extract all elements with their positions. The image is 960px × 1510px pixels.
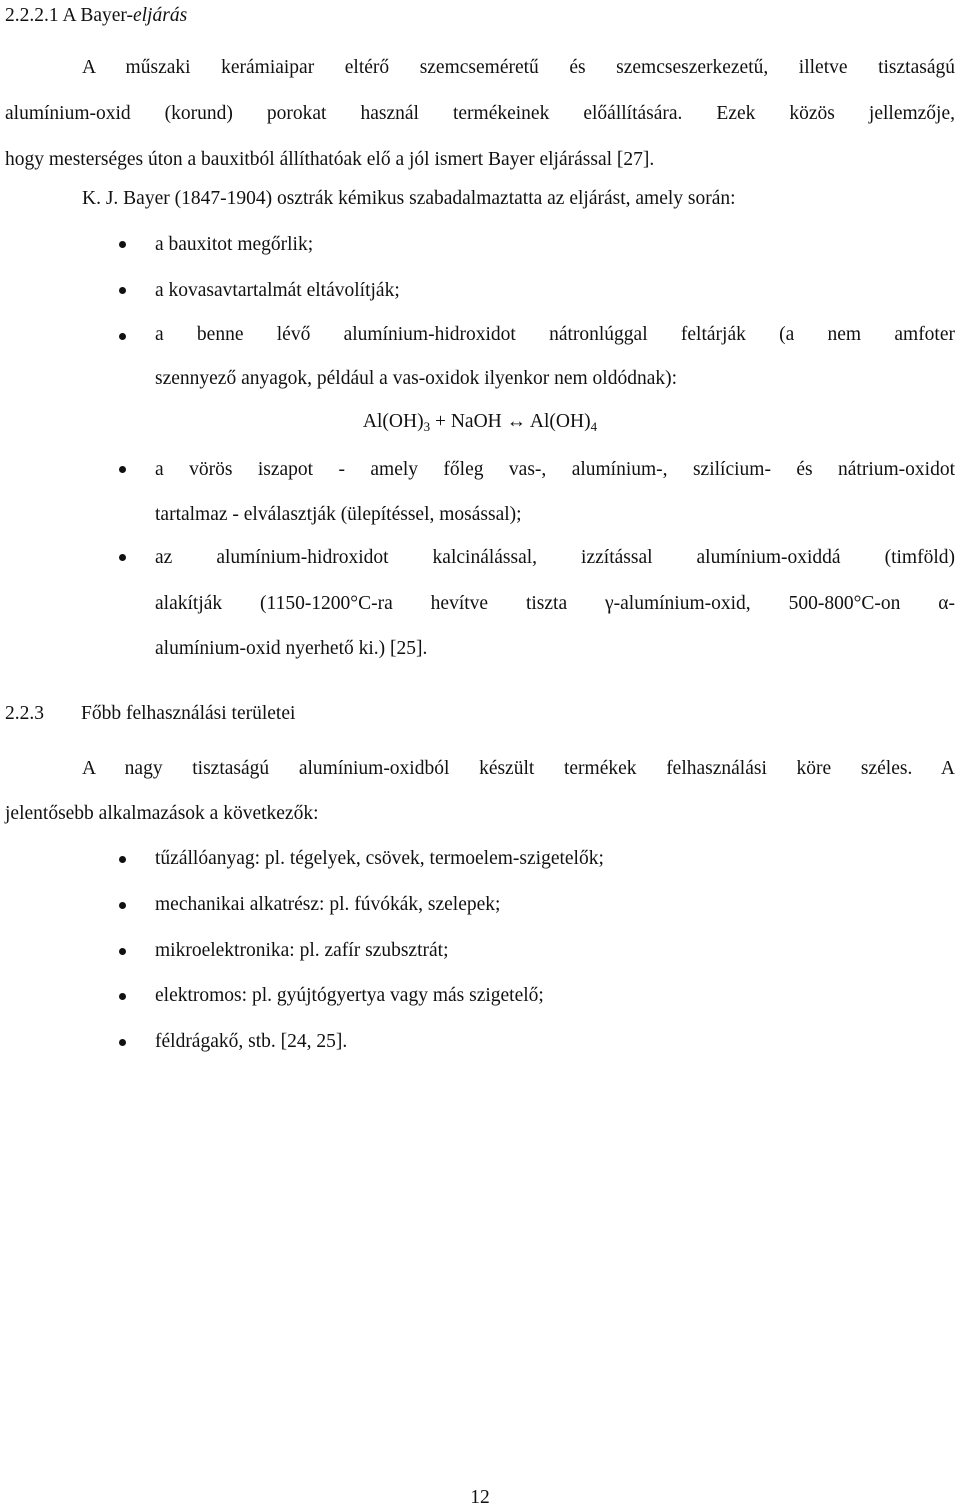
list-item-continuation: alakítják (1150-1200°C-ra hevítve tiszta γ-alumínium-oxid, 500-800°C-on α-	[155, 593, 955, 614]
bullet-icon	[119, 856, 126, 863]
list-item: elektromos: pl. gyújtógyertya vagy más szigetelő;	[155, 985, 544, 1006]
paragraph-line: alumínium-oxid (korund) porokat használ termékeinek előállítására. Ezek közös jellemzője,	[5, 103, 955, 124]
bullet-icon	[119, 241, 126, 248]
section-number: 2.2.2.1	[5, 5, 59, 26]
paragraph-line: jelentősebb alkalmazások a következők:	[5, 803, 319, 824]
list-item: a benne lévő alumínium-hidroxidot nátronlúggal feltárják (a nem amfoter	[155, 324, 955, 345]
section-heading	[5, 702, 295, 726]
paragraph-line: hogy mesterséges úton a bauxitból állíthatóak elő a jól ismert Bayer eljárással [27].	[5, 149, 655, 170]
list-item-continuation: tartalmaz - elválasztják (ülepítéssel, mosással);	[155, 504, 522, 525]
list-item: tűzállóanyag: pl. tégelyek, csövek, termoelem-szigetelők;	[155, 848, 604, 869]
bullet-icon	[119, 287, 126, 294]
list-item: a bauxitot megőrlik;	[155, 234, 314, 255]
list-item: a vörös iszapot - amely főleg vas-, alumínium-, szilícium- és nátrium-oxidot	[155, 459, 955, 480]
bullet-icon	[119, 993, 126, 1000]
paragraph-line: A műszaki kerámiaipar eltérő szemcseméretű és szemcseszerkezetű, illetve tisztaságú	[82, 57, 955, 78]
paragraph-line: K. J. Bayer (1847-1904) osztrák kémikus szabadalmaztatta az eljárást, amely során:	[82, 188, 736, 209]
bullet-icon	[119, 1039, 126, 1046]
bullet-icon	[119, 466, 126, 473]
list-item: a kovasavtartalmát eltávolítják;	[155, 280, 400, 301]
page-number: 12	[470, 1487, 490, 1508]
list-item-continuation: alumínium-oxid nyerhető ki.) [25].	[155, 638, 428, 659]
list-item: féldrágakő, stb. [24, 25].	[155, 1031, 348, 1052]
list-item-continuation: szennyező anyagok, például a vas-oxidok ilyenkor nem oldódnak):	[155, 368, 678, 389]
list-item: az alumínium-hidroxidot kalcinálással, izzítással alumínium-oxiddá (timföld)	[155, 547, 955, 568]
bullet-icon	[119, 554, 126, 561]
chemical-equation: $Al(OH)_3$ + NaOH ↔ $Al(OH)_4$	[362, 411, 598, 434]
bullet-icon	[119, 333, 126, 340]
paragraph-line: A nagy tisztaságú alumínium-oxidból készült termékek felhasználási köre széles. A	[82, 758, 955, 779]
list-item: mechanikai alkatrész: pl. fúvókák, szelepek;	[155, 894, 501, 915]
bullet-icon	[119, 948, 126, 955]
section-title: Főbb felhasználási területei	[81, 703, 296, 724]
double-arrow-icon: ↔	[506, 411, 527, 432]
bullet-icon	[119, 902, 126, 909]
section-heading	[5, 4, 187, 28]
section-number: 2.2.3	[5, 703, 44, 724]
list-item: mikroelektronika: pl. zafír szubsztrát;	[155, 940, 449, 961]
section-title: A Bayer-eljárás	[62, 5, 188, 26]
